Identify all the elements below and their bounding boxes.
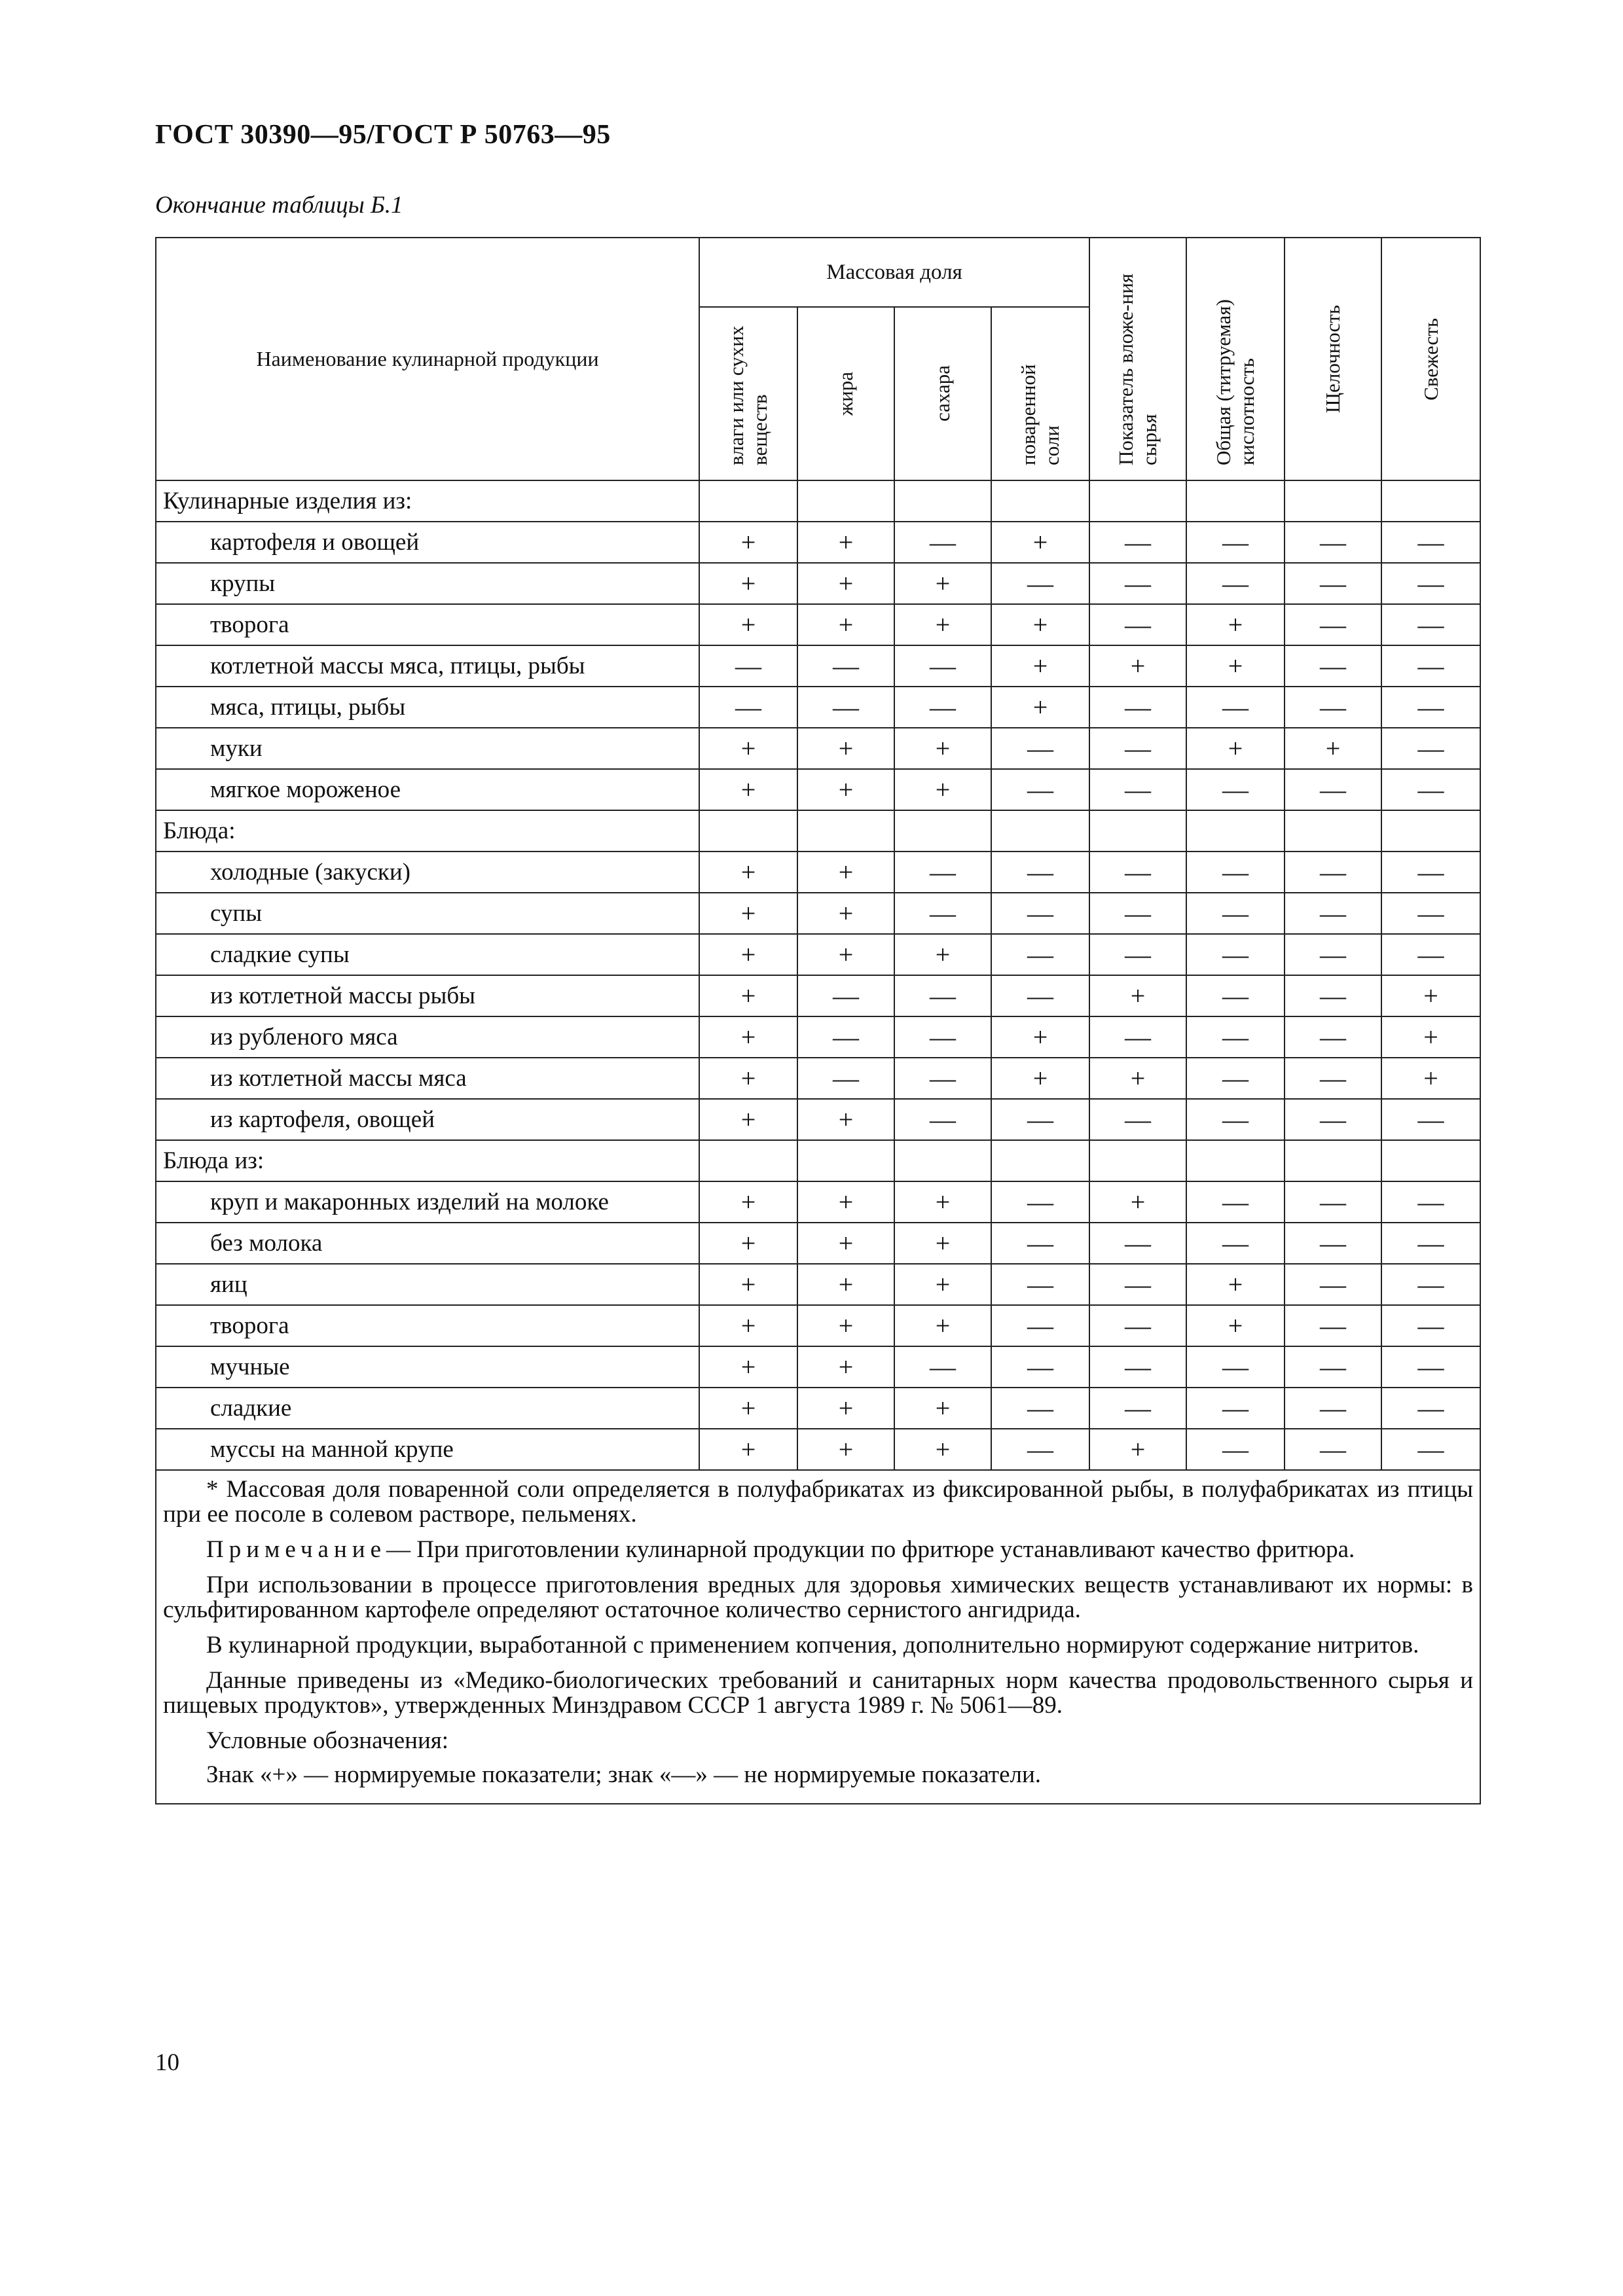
col-header-acidity-label: Общая (титруемая) кислотность xyxy=(1212,299,1259,465)
notes-block xyxy=(156,1470,1480,1804)
product-name: творога xyxy=(156,1305,699,1346)
indicator-mark: — xyxy=(1186,1388,1285,1429)
indicator-mark: — xyxy=(1089,1099,1186,1140)
indicator-mark: — xyxy=(1381,769,1480,810)
indicator-mark: — xyxy=(1285,1429,1381,1470)
indicator-mark: + xyxy=(699,604,797,645)
col-header-freshness-label: Свежесть xyxy=(1419,317,1442,401)
indicator-mark: + xyxy=(797,769,894,810)
product-name: картофеля и овощей xyxy=(156,522,699,563)
indicator-mark: — xyxy=(1285,1058,1381,1099)
indicator-mark: — xyxy=(1285,563,1381,604)
empty-cell xyxy=(1089,1140,1186,1181)
indicator-mark: + xyxy=(699,1264,797,1305)
indicator-mark: + xyxy=(797,1429,894,1470)
document-title: ГОСТ 30390—95/ГОСТ Р 50763—95 xyxy=(155,120,611,150)
page-number: 10 xyxy=(155,2049,179,2076)
indicator-mark: + xyxy=(797,1346,894,1388)
note-label: Примечание xyxy=(206,1536,386,1563)
indicator-mark: + xyxy=(991,1058,1089,1099)
table-row xyxy=(156,522,1480,563)
empty-cell xyxy=(894,810,991,852)
indicator-mark: + xyxy=(894,1223,991,1264)
product-name: мяса, птицы, рыбы xyxy=(156,687,699,728)
indicator-mark: + xyxy=(797,1099,894,1140)
empty-cell xyxy=(1285,1140,1381,1181)
indicator-mark: — xyxy=(894,645,991,687)
indicator-mark: — xyxy=(1186,1346,1285,1388)
table-row xyxy=(156,893,1480,934)
indicator-mark: — xyxy=(1089,1388,1186,1429)
indicator-mark: — xyxy=(894,522,991,563)
empty-cell xyxy=(797,1140,894,1181)
indicator-mark: — xyxy=(894,1346,991,1388)
indicator-mark: + xyxy=(797,1264,894,1305)
indicator-mark: — xyxy=(991,975,1089,1016)
empty-cell xyxy=(1186,480,1285,522)
product-name: холодные (закуски) xyxy=(156,852,699,893)
product-name: из картофеля, овощей xyxy=(156,1099,699,1140)
table-row xyxy=(156,1264,1480,1305)
col-header-moisture xyxy=(699,307,797,480)
table-row xyxy=(156,687,1480,728)
empty-cell xyxy=(1089,480,1186,522)
indicator-mark: + xyxy=(1089,1058,1186,1099)
empty-cell xyxy=(1381,480,1480,522)
indicator-mark: + xyxy=(1381,1058,1480,1099)
table-row xyxy=(156,604,1480,645)
indicator-mark: — xyxy=(894,1099,991,1140)
indicator-mark: — xyxy=(1186,975,1285,1016)
indicator-mark: — xyxy=(1186,563,1285,604)
indicator-mark: + xyxy=(797,893,894,934)
empty-cell xyxy=(699,1140,797,1181)
indicator-mark: — xyxy=(991,1305,1089,1346)
indicator-mark: — xyxy=(1186,1223,1285,1264)
indicator-mark: + xyxy=(797,1305,894,1346)
table-row xyxy=(156,728,1480,769)
indicator-mark: — xyxy=(1381,1388,1480,1429)
indicator-mark: — xyxy=(1381,934,1480,975)
empty-cell xyxy=(797,480,894,522)
legend-title: Условные обозначения: xyxy=(206,1727,449,1754)
indicator-mark: — xyxy=(1285,522,1381,563)
indicator-mark: + xyxy=(894,934,991,975)
table-body xyxy=(156,480,1480,1470)
indicator-mark: — xyxy=(1381,563,1480,604)
indicator-mark: + xyxy=(991,645,1089,687)
table-row xyxy=(156,645,1480,687)
indicator-mark: + xyxy=(797,604,894,645)
indicator-mark: — xyxy=(1285,604,1381,645)
product-name: мягкое мороженое xyxy=(156,769,699,810)
header-row-1 xyxy=(156,238,1480,307)
table-row xyxy=(156,1058,1480,1099)
indicator-mark: — xyxy=(894,893,991,934)
indicator-mark: — xyxy=(991,1181,1089,1223)
indicator-mark: — xyxy=(1285,893,1381,934)
product-name: из рубленого мяса xyxy=(156,1016,699,1058)
table-row xyxy=(156,1099,1480,1140)
indicator-mark: — xyxy=(1381,1223,1480,1264)
indicator-mark: + xyxy=(1186,1305,1285,1346)
indicator-mark: + xyxy=(699,1346,797,1388)
indicator-mark: — xyxy=(1089,1223,1186,1264)
empty-cell xyxy=(991,480,1089,522)
indicator-mark: — xyxy=(894,975,991,1016)
indicator-mark: + xyxy=(1186,1264,1285,1305)
indicator-mark: + xyxy=(699,1099,797,1140)
col-header-sugar xyxy=(894,307,991,480)
indicator-mark: — xyxy=(1089,934,1186,975)
product-name: котлетной массы мяса, птицы, рыбы xyxy=(156,645,699,687)
indicator-mark: — xyxy=(1089,687,1186,728)
indicator-mark: — xyxy=(991,852,1089,893)
empty-cell xyxy=(991,1140,1089,1181)
indicator-mark: — xyxy=(1285,1099,1381,1140)
indicator-mark: — xyxy=(1285,1305,1381,1346)
empty-cell xyxy=(991,810,1089,852)
indicator-mark: — xyxy=(1089,1264,1186,1305)
indicator-mark: + xyxy=(894,604,991,645)
indicator-mark: — xyxy=(1089,893,1186,934)
indicator-mark: + xyxy=(699,1223,797,1264)
table-row xyxy=(156,975,1480,1016)
indicator-mark: + xyxy=(894,1388,991,1429)
indicator-mark: — xyxy=(1381,645,1480,687)
indicator-mark: — xyxy=(991,1429,1089,1470)
indicator-mark: — xyxy=(1186,852,1285,893)
table-row xyxy=(156,934,1480,975)
indicator-mark: — xyxy=(894,687,991,728)
indicator-mark: + xyxy=(797,852,894,893)
indicator-mark: + xyxy=(991,522,1089,563)
indicator-mark: — xyxy=(1186,1099,1285,1140)
note-smoking: В кулинарной продукции, выработанной с применением копчения, дополнительно нормируют содержание нитритов. xyxy=(206,1632,1419,1659)
col-header-alkalinity xyxy=(1285,238,1381,480)
indicator-mark: — xyxy=(991,1223,1089,1264)
empty-cell xyxy=(894,1140,991,1181)
indicator-mark: — xyxy=(1381,1099,1480,1140)
indicator-mark: — xyxy=(1285,645,1381,687)
empty-cell xyxy=(797,810,894,852)
table-row xyxy=(156,1181,1480,1223)
empty-cell xyxy=(1285,480,1381,522)
indicator-mark: + xyxy=(991,1016,1089,1058)
indicator-mark: — xyxy=(991,1346,1089,1388)
product-name: супы xyxy=(156,893,699,934)
indicator-mark: — xyxy=(991,1388,1089,1429)
indicator-mark: — xyxy=(991,1099,1089,1140)
indicator-mark: + xyxy=(699,1429,797,1470)
indicator-mark: — xyxy=(894,852,991,893)
section-header-row xyxy=(156,1140,1480,1181)
indicator-mark: — xyxy=(894,1058,991,1099)
indicator-mark: — xyxy=(1285,1181,1381,1223)
indicator-mark: — xyxy=(991,769,1089,810)
indicator-mark: — xyxy=(1285,1223,1381,1264)
col-header-fat xyxy=(797,307,894,480)
indicator-mark: — xyxy=(991,893,1089,934)
col-header-alkalinity-label: Щелочность xyxy=(1321,304,1345,414)
indicator-mark: + xyxy=(894,728,991,769)
table-row xyxy=(156,1223,1480,1264)
indicator-mark: + xyxy=(797,728,894,769)
empty-cell xyxy=(1186,810,1285,852)
empty-cell xyxy=(1089,810,1186,852)
note-paragraph xyxy=(163,1537,1473,1562)
indicator-mark: + xyxy=(1381,975,1480,1016)
indicator-mark: + xyxy=(699,1016,797,1058)
indicator-mark: — xyxy=(991,1264,1089,1305)
col-header-sugar-label: сахара xyxy=(931,365,954,422)
indicator-mark: + xyxy=(991,604,1089,645)
indicator-mark: + xyxy=(699,1305,797,1346)
indicator-mark: — xyxy=(1381,1346,1480,1388)
product-name: творога xyxy=(156,604,699,645)
indicator-mark: — xyxy=(991,563,1089,604)
indicator-mark: — xyxy=(1089,728,1186,769)
product-name: без молока xyxy=(156,1223,699,1264)
indicator-mark: — xyxy=(1381,1181,1480,1223)
mass-fraction-header: Массовая доля xyxy=(699,238,1089,307)
product-name: из котлетной массы мяса xyxy=(156,1058,699,1099)
indicator-mark: — xyxy=(1186,893,1285,934)
indicator-mark: — xyxy=(797,1016,894,1058)
indicator-mark: — xyxy=(1186,934,1285,975)
indicator-mark: — xyxy=(1285,687,1381,728)
indicator-mark: — xyxy=(1089,852,1186,893)
indicator-mark: — xyxy=(1186,769,1285,810)
indicator-mark: + xyxy=(1186,645,1285,687)
indicator-mark: — xyxy=(797,687,894,728)
col-header-salt-label: поваренной соли xyxy=(1017,364,1063,465)
indicator-mark: — xyxy=(1285,934,1381,975)
indicator-mark: + xyxy=(1285,728,1381,769)
indicator-mark: — xyxy=(1089,1305,1186,1346)
indicator-mark: — xyxy=(1186,1429,1285,1470)
indicator-mark: + xyxy=(797,934,894,975)
indicator-mark: — xyxy=(797,975,894,1016)
indicator-mark: — xyxy=(1089,769,1186,810)
section-header-row xyxy=(156,480,1480,522)
indicator-mark: — xyxy=(797,645,894,687)
indicator-mark: + xyxy=(699,1181,797,1223)
footnote: * Массовая доля поваренной соли определяется в полуфабрикатах из фиксированной рыбы, в полуфабрикатах из птицы при ее посоле в солевом растворе, пельменях. xyxy=(163,1476,1474,1528)
indicator-mark: — xyxy=(1285,1388,1381,1429)
product-name: мучные xyxy=(156,1346,699,1388)
indicator-mark: — xyxy=(1186,1058,1285,1099)
product-name: муссы на манной крупе xyxy=(156,1429,699,1470)
indicator-mark: — xyxy=(1285,1346,1381,1388)
indicator-mark: — xyxy=(699,645,797,687)
indicator-mark: — xyxy=(1285,975,1381,1016)
col-header-salt xyxy=(991,307,1089,480)
product-name-header: Наименование кулинарной продукции xyxy=(156,238,699,480)
indicator-mark: + xyxy=(699,852,797,893)
indicator-mark: + xyxy=(894,1264,991,1305)
indicator-mark: + xyxy=(699,728,797,769)
table-row xyxy=(156,1346,1480,1388)
indicator-mark: + xyxy=(1089,1429,1186,1470)
indicator-mark: — xyxy=(1285,769,1381,810)
empty-cell xyxy=(1186,1140,1285,1181)
indicator-mark: + xyxy=(699,934,797,975)
indicator-mark: — xyxy=(1381,1264,1480,1305)
indicator-mark: + xyxy=(894,1305,991,1346)
indicator-mark: + xyxy=(1089,1181,1186,1223)
indicator-mark: — xyxy=(1381,893,1480,934)
indicator-mark: — xyxy=(1381,728,1480,769)
indicator-mark: + xyxy=(699,769,797,810)
indicator-mark: + xyxy=(699,893,797,934)
indicator-mark: + xyxy=(894,1181,991,1223)
indicator-mark: + xyxy=(797,522,894,563)
product-name: круп и макаронных изделий на молоке xyxy=(156,1181,699,1223)
section-title: Блюда: xyxy=(156,810,699,852)
notes-row xyxy=(156,1470,1480,1804)
indicator-mark: + xyxy=(894,769,991,810)
indicator-mark: — xyxy=(1381,1429,1480,1470)
legend-text: Знак «+» — нормируемые показатели; знак «—» — не нормируемые показатели. xyxy=(206,1761,1042,1788)
note-harmful-substances: При использовании в процессе приготовления вредных для здоровья химических веществ устанавливают их нормы: в сульфитированном картофеле определяют остаточное количество сернистого ангидрида. xyxy=(163,1571,1474,1623)
indicator-mark: + xyxy=(1381,1016,1480,1058)
indicator-mark: — xyxy=(991,728,1089,769)
product-name: сладкие xyxy=(156,1388,699,1429)
indicator-mark: + xyxy=(699,1058,797,1099)
indicator-mark: + xyxy=(894,563,991,604)
indicator-mark: — xyxy=(1089,1346,1186,1388)
table-row xyxy=(156,1429,1480,1470)
indicator-mark: — xyxy=(1381,687,1480,728)
indicator-mark: + xyxy=(699,1388,797,1429)
indicator-mark: — xyxy=(1186,1181,1285,1223)
col-header-raw-input-label: Показатель вложе-ния сырья xyxy=(1114,273,1161,465)
empty-cell xyxy=(1381,1140,1480,1181)
indicator-mark: — xyxy=(991,934,1089,975)
section-title: Блюда из: xyxy=(156,1140,699,1181)
indicator-mark: — xyxy=(1186,1016,1285,1058)
indicator-mark: — xyxy=(1285,1264,1381,1305)
indicator-mark: — xyxy=(1381,604,1480,645)
indicator-mark: + xyxy=(699,522,797,563)
indicator-mark: — xyxy=(1089,563,1186,604)
indicator-mark: + xyxy=(1186,728,1285,769)
col-header-moisture-label: влаги или сухих веществ xyxy=(725,325,771,465)
indicator-mark: — xyxy=(1285,852,1381,893)
table-row xyxy=(156,563,1480,604)
note-source: Данные приведены из «Медико-биологических требований и санитарных норм качества продовольственного сырья и пищевых продуктов», утвержденных Минздравом СССР 1 августа 1989 г. № 5061—89. xyxy=(163,1667,1474,1719)
empty-cell xyxy=(894,480,991,522)
note-text: — При приготовлении кулинарной продукции по фритюре устанавливают качество фритюра. xyxy=(386,1536,1355,1563)
indicator-mark: + xyxy=(1089,645,1186,687)
indicator-mark: — xyxy=(1186,687,1285,728)
indicator-mark: + xyxy=(894,1429,991,1470)
indicator-mark: — xyxy=(1285,1016,1381,1058)
product-name: муки xyxy=(156,728,699,769)
empty-cell xyxy=(699,480,797,522)
indicator-mark: + xyxy=(797,1223,894,1264)
indicator-mark: — xyxy=(894,1016,991,1058)
product-name: яиц xyxy=(156,1264,699,1305)
table-row xyxy=(156,1016,1480,1058)
table-caption: Окончание таблицы Б.1 xyxy=(155,192,403,219)
quality-indicators-table xyxy=(155,237,1481,1804)
indicator-mark: + xyxy=(797,1388,894,1429)
table-row xyxy=(156,1388,1480,1429)
indicator-mark: — xyxy=(1186,522,1285,563)
product-name: сладкие супы xyxy=(156,934,699,975)
section-title: Кулинарные изделия из: xyxy=(156,480,699,522)
indicator-mark: + xyxy=(797,563,894,604)
empty-cell xyxy=(1381,810,1480,852)
indicator-mark: — xyxy=(699,687,797,728)
indicator-mark: + xyxy=(699,975,797,1016)
indicator-mark: + xyxy=(797,1181,894,1223)
indicator-mark: + xyxy=(991,687,1089,728)
table-row xyxy=(156,1305,1480,1346)
product-name: крупы xyxy=(156,563,699,604)
indicator-mark: + xyxy=(1186,604,1285,645)
indicator-mark: + xyxy=(699,563,797,604)
col-header-raw-input xyxy=(1089,238,1186,480)
indicator-mark: — xyxy=(797,1058,894,1099)
indicator-mark: — xyxy=(1089,522,1186,563)
indicator-mark: + xyxy=(1089,975,1186,1016)
indicator-mark: — xyxy=(1381,522,1480,563)
indicator-mark: — xyxy=(1089,604,1186,645)
empty-cell xyxy=(1285,810,1381,852)
indicator-mark: — xyxy=(1381,1305,1480,1346)
indicator-mark: — xyxy=(1381,852,1480,893)
empty-cell xyxy=(699,810,797,852)
col-header-acidity xyxy=(1186,238,1285,480)
section-header-row xyxy=(156,810,1480,852)
col-header-fat-label: жира xyxy=(834,371,857,416)
table-row xyxy=(156,852,1480,893)
indicator-mark: — xyxy=(1089,1016,1186,1058)
col-header-freshness xyxy=(1381,238,1480,480)
table-row xyxy=(156,769,1480,810)
product-name: из котлетной массы рыбы xyxy=(156,975,699,1016)
